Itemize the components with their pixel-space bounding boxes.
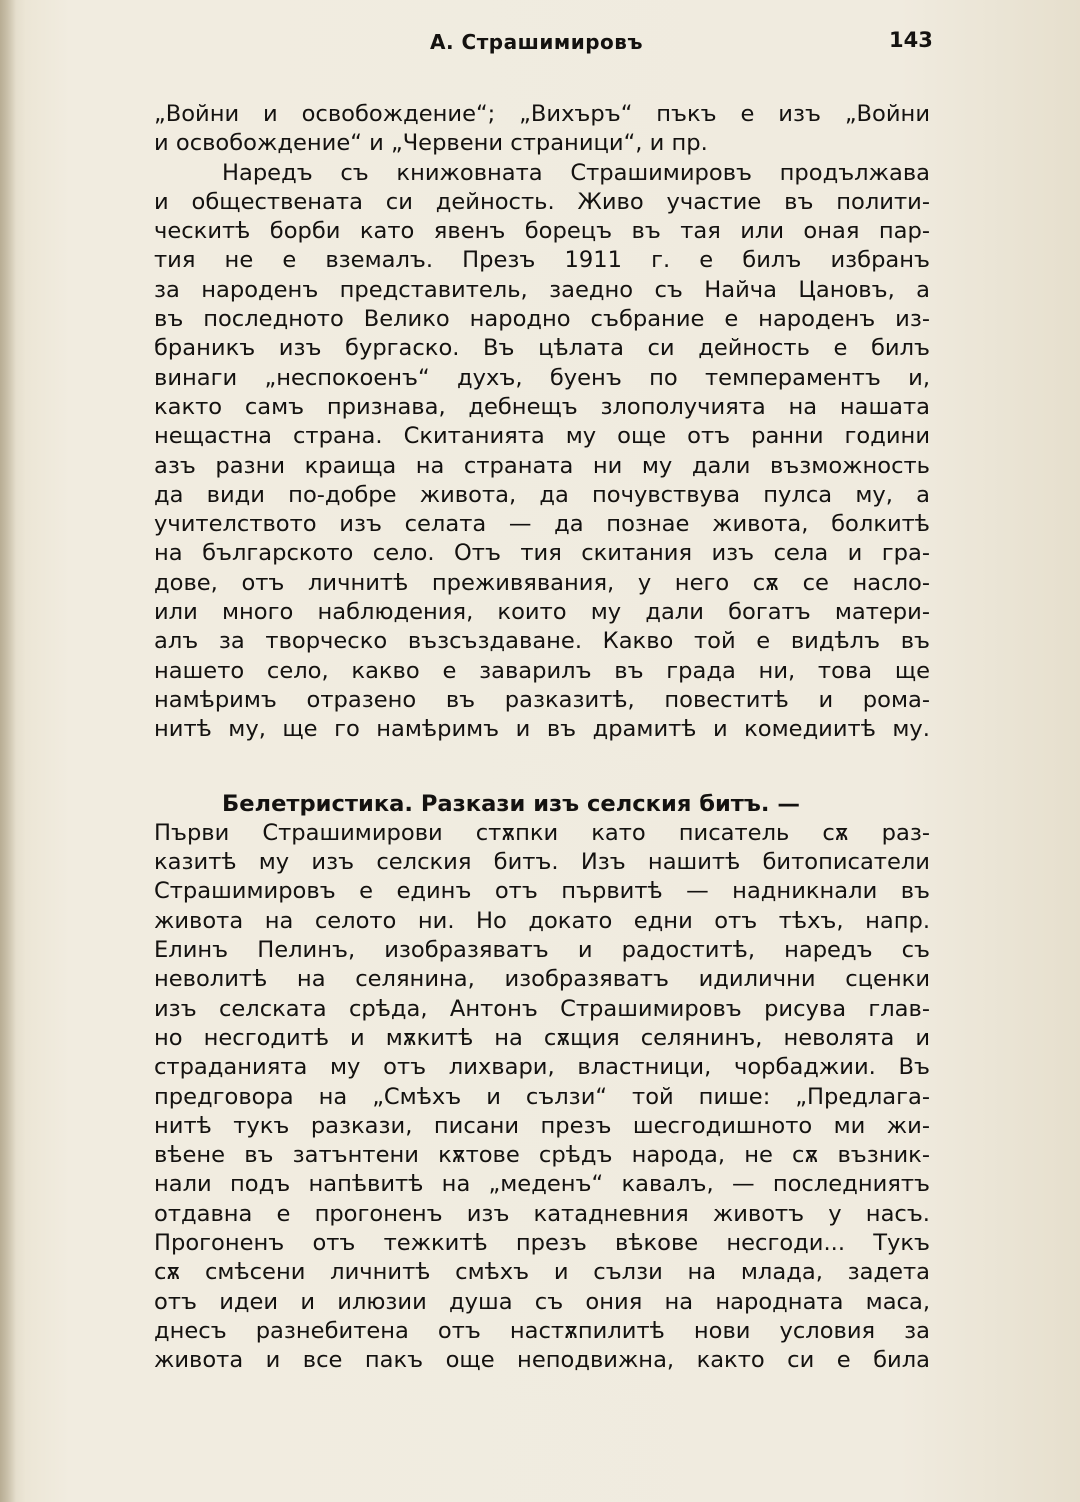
section-gap [154,745,930,790]
running-header [0,30,1080,60]
text-line: живота и все пакъ още неподвижна, както си е била [154,1347,930,1374]
text-line: за народенъ представитель, заедно съ Найча Цановъ, а [154,276,930,303]
section-heading: Белетристика. Разкази изъ селския битъ. — [222,790,800,817]
text-line: живота на селото ни. Но докато едни отъ тѣхъ, напр. [154,907,930,934]
text-line: учителството изъ селата — да познае живота, болкитѣ [154,511,930,538]
text-line: азъ разни краища на страната ни му дали възможность [154,452,930,479]
text-line: и освобождение“ и „Червени страници“, и пр. [154,130,708,157]
text-line: отъ идеи и илюзии душа съ ония на народната маса, [154,1288,930,1315]
text-line: сѫ смѣсени личнитѣ смѣхъ и сълзи на млада, задета [154,1259,930,1286]
binding-shadow [0,0,16,1502]
text-line: Наредъ съ книжовната Страшимировъ продължава [222,159,930,186]
text-line: неволитѣ на селянина, изобразяватъ идилични сценки [154,966,930,993]
text-line: дове, отъ личнитѣ преживявания, у него сѫ се насло- [154,569,930,596]
body-text [154,100,930,1375]
text-line: нитѣ му, ще го намѣримъ и въ драмитѣ и комедиитѣ му. [154,716,930,743]
text-line: нали подъ напѣвитѣ на „меденъ“ кавалъ, — последниятъ [154,1171,930,1198]
text-line: вѣене въ затънтени кѫтове срѣдъ народа, не сѫ възник- [154,1142,930,1169]
text-line: казитѣ му изъ селския битъ. Изъ нашитѣ битописатели [154,849,930,876]
text-line: или много наблюдения, които му дали богатъ матери- [154,599,930,626]
text-line: страданията му отъ лихвари, властници, чорбаджии. Въ [154,1054,930,1081]
text-line: винаги „неспокоенъ“ духъ, буенъ по темпераментъ и, [154,364,930,391]
text-line: отдавна е прогоненъ изъ катадневния животъ у насъ. [154,1200,930,1227]
text-line: браникъ изъ бургаско. Въ цѣлата си дейность е билъ [154,335,930,362]
page-number: 143 [889,28,933,52]
text-line: въ последното Велико народно събрание е народенъ из- [154,306,930,333]
text-line: нитѣ тукъ разкази, писани презъ шесгодишното ми жи- [154,1112,930,1139]
text-line: Прогоненъ отъ тежкитѣ презъ вѣкове несгоди... Тукъ [154,1229,930,1256]
text-line: изъ селската срѣда, Антонъ Страшимировъ рисува глав- [154,995,930,1022]
text-line: предговора на „Смѣхъ и сълзи“ той пише: „Предлага- [154,1083,930,1110]
text-line: Елинъ Пелинъ, изобразяватъ и радоститѣ, наредъ съ [154,937,930,964]
text-line: Първи Страшимирови стѫпки като писатель сѫ раз- [154,819,930,846]
text-line: алъ за творческо възсъздаване. Какво той е видѣлъ въ [154,628,930,655]
text-line: както самъ признава, дебнещъ злополучията на нашата [154,393,930,420]
text-line: да види по-добре живота, да почувствува пулса му, а [154,481,930,508]
text-line: „Войни и освобождение“; „Вихъръ“ пъкъ е изъ „Войни [154,101,930,127]
running-header-title: А. Страшимировъ [430,30,643,54]
text-line: Страшимировъ е единъ отъ първитѣ — надникнали въ [154,878,930,905]
text-line: тия не е вземалъ. Презъ 1911 г. е билъ избранъ [154,247,930,274]
text-line: на българското село. Отъ тия скитания изъ села и гра- [154,540,930,567]
text-line: но несгодитѣ и мѫкитѣ на сѫщия селянинъ, неволята и [154,1024,930,1051]
text-line: ческитѣ борби като явенъ борецъ въ тая или оная пар- [154,218,930,245]
text-line: нещастна страна. Скитанията му още отъ ранни години [154,423,930,450]
text-line: нашето село, какво е заварилъ въ града ни, това ще [154,657,930,684]
text-line: днесъ разнебитена отъ настѫпилитѣ нови условия за [154,1317,930,1344]
text-line: намѣримъ отразено въ разказитѣ, повеститѣ и рома- [154,686,930,713]
text-line: и обществената си дейность. Живо участие въ полити- [154,188,930,215]
